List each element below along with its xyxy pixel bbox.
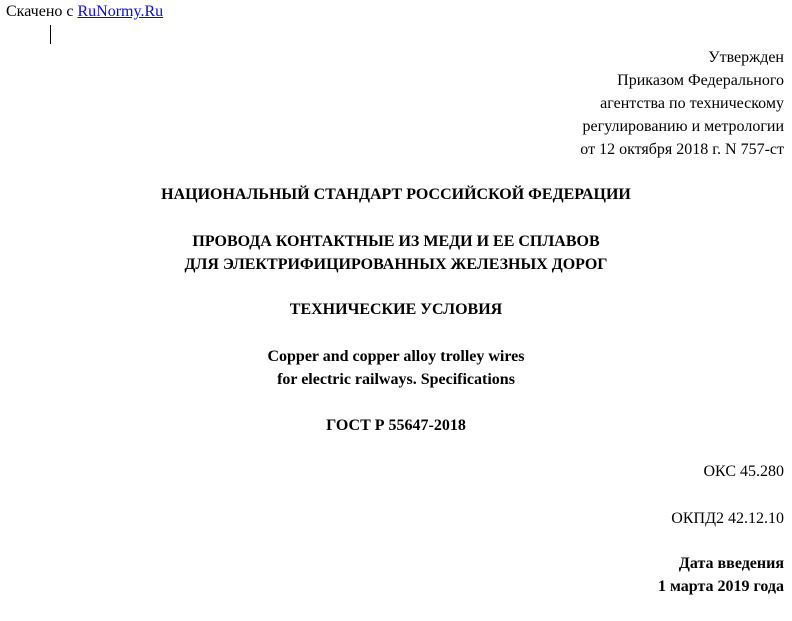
oks-code [704,460,785,483]
effective-date-block [658,552,784,598]
standard-title [0,230,792,276]
source-line [6,2,163,22]
standard-heading-text: НАЦИОНАЛЬНЫЙ СТАНДАРТ РОССИЙСКОЙ ФЕДЕРАЦИИ [161,186,631,203]
title-line: ДЛЯ ЭЛЕКТРИФИЦИРОВАННЫХ ЖЕЛЕЗНЫХ ДОРОГ [184,256,608,273]
approval-line: агентства по техническому [600,95,784,112]
text-cursor [50,25,51,44]
source-link[interactable]: RuNormy.Ru [77,3,164,20]
source-prefix: Скачено с [6,3,78,20]
approval-line: Приказом Федерального [617,72,784,89]
standard-designation [0,414,792,437]
effective-label: Дата введения [678,555,784,572]
approval-block [580,46,784,161]
standard-heading [0,183,792,206]
title-line: ПРОВОДА КОНТАКТНЫЕ ИЗ МЕДИ И ЕЕ СПЛАВОВ [192,233,600,250]
effective-date: 1 марта 2019 года [657,578,784,595]
okpd2-text: ОКПД2 42.12.10 [671,510,784,527]
approval-line: Утвержден [708,49,784,66]
approval-line: регулированию и метрологии [582,118,784,135]
standard-subtitle [0,298,792,321]
designation-text: ГОСТ Р 55647-2018 [326,417,466,434]
english-line: for electric railways. Specifications [277,371,515,388]
okpd2-code [671,507,784,530]
subtitle-text: ТЕХНИЧЕСКИЕ УСЛОВИЯ [289,301,503,318]
oks-text: ОКС 45.280 [703,463,784,480]
english-title [0,345,792,391]
approval-line: от 12 октября 2018 г. N 757-ст [580,141,784,158]
english-line: Copper and copper alloy trolley wires [267,348,525,365]
